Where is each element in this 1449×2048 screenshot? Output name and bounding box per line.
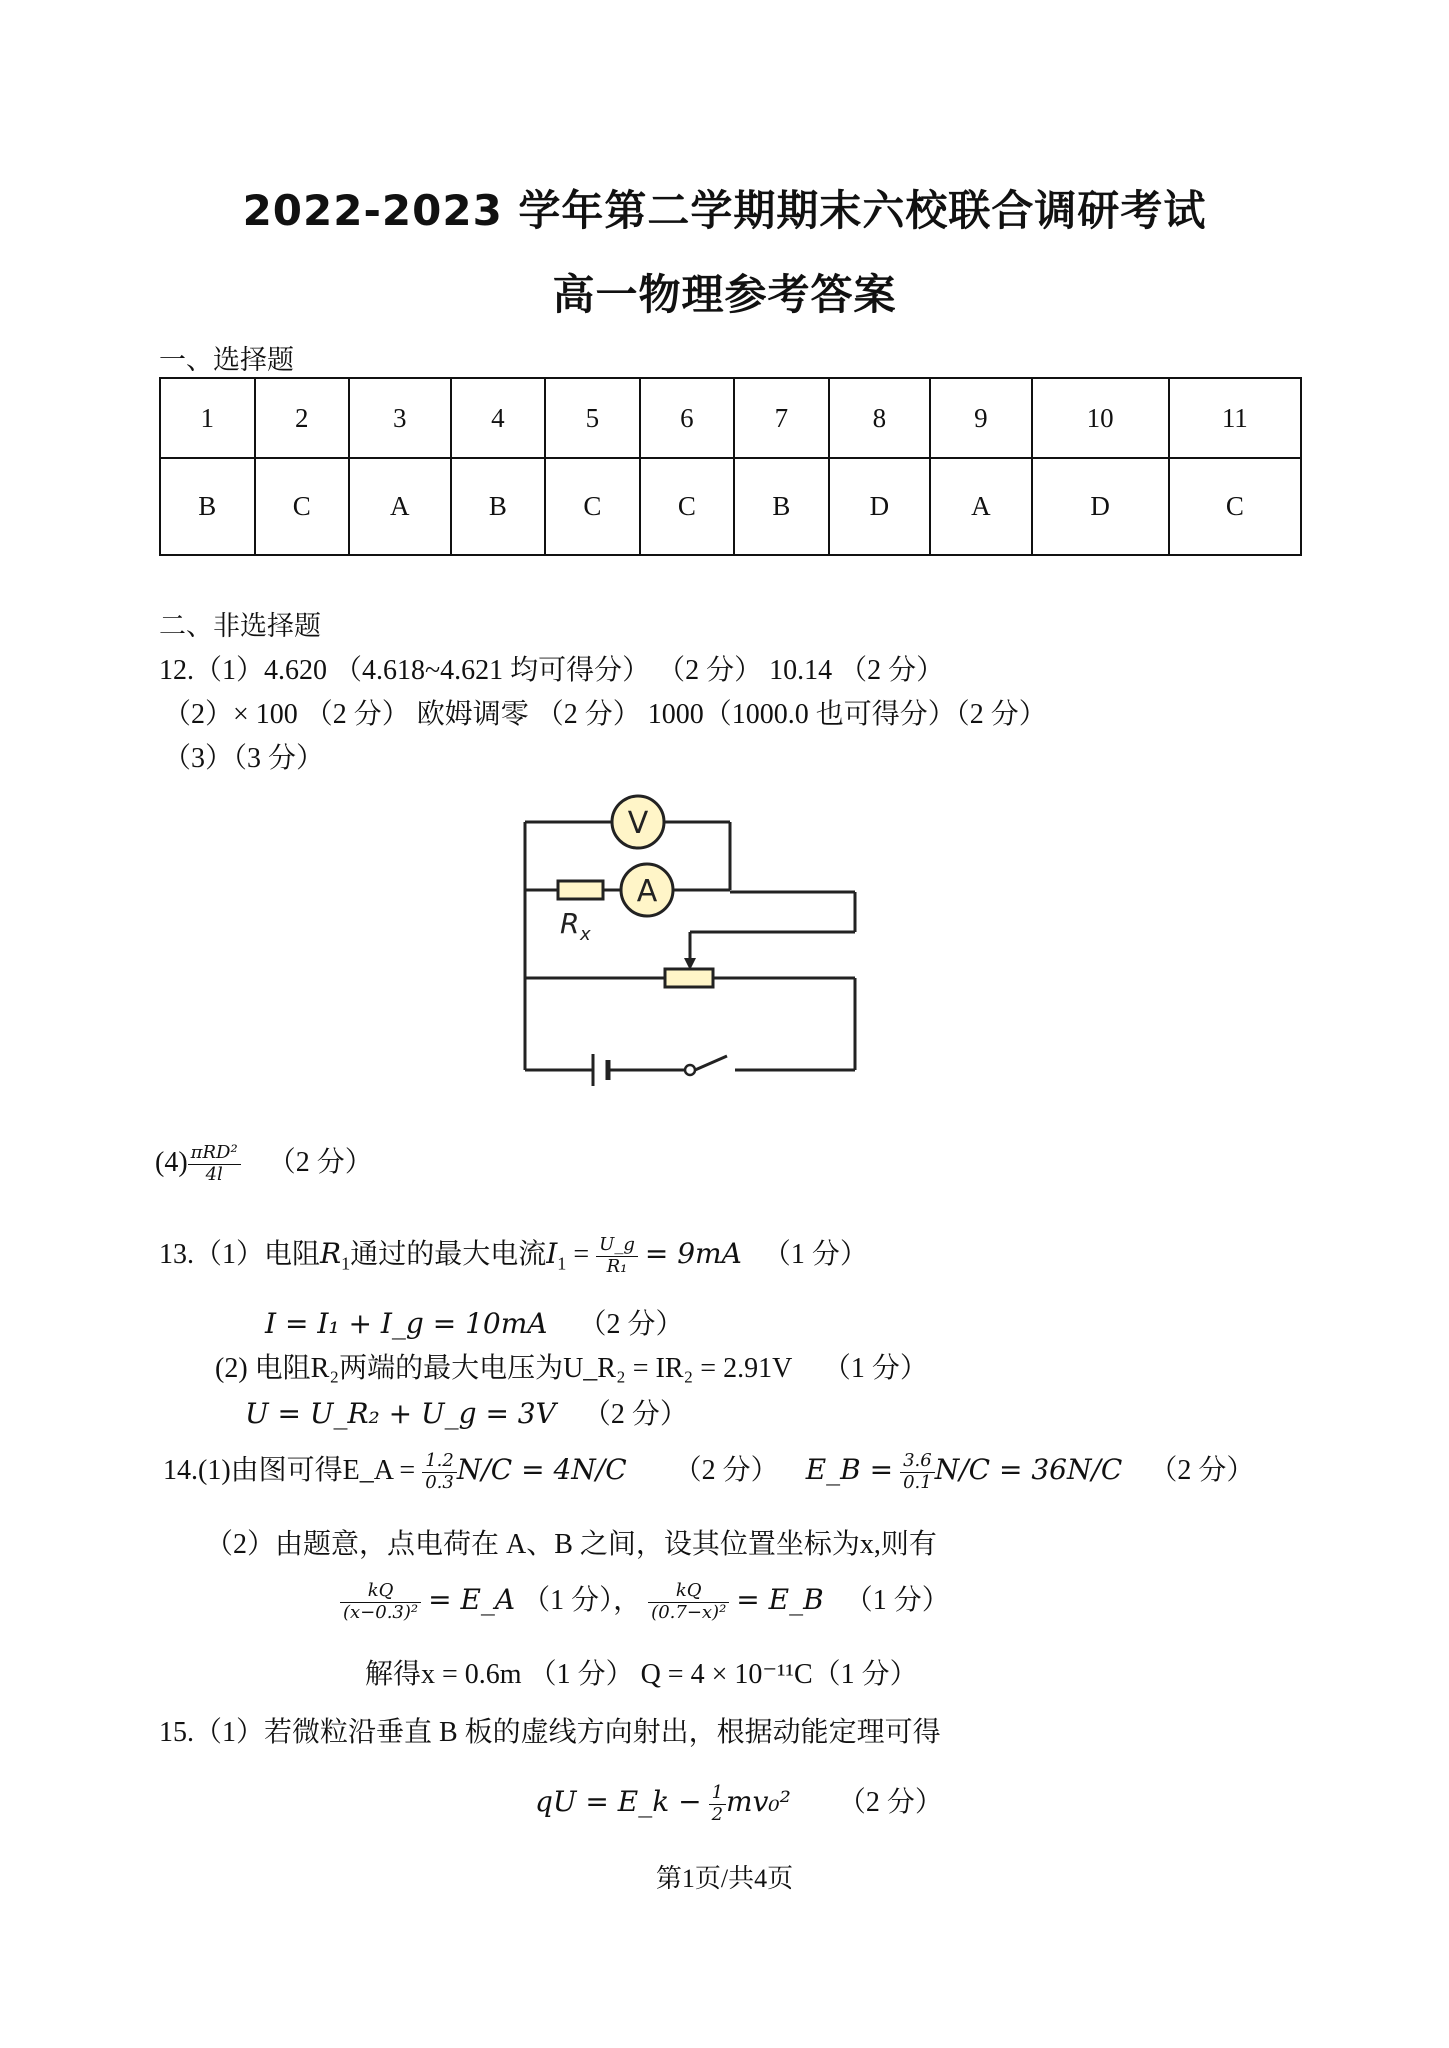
q14-eq1-denominator: (x−0.3)²: [343, 1602, 419, 1624]
q13-r1-sub: 1: [341, 1253, 351, 1274]
q14-line3: [340, 1578, 950, 1624]
resistor-subscript: x: [580, 924, 591, 945]
question-number-cell: 8: [829, 378, 931, 458]
page-footer: 第1页/共4页: [655, 1864, 794, 1893]
question-number-row: [160, 378, 1301, 458]
q14-eq2-score: （1 分）: [844, 1585, 950, 1616]
answer-cell: C: [545, 458, 640, 555]
q14-eb-denominator: 0.1: [903, 1472, 932, 1494]
q13-line2-formula: I = I₁ + I_g = 10mA: [265, 1307, 548, 1340]
q14-ea-result: N/C = 4N/C: [456, 1453, 627, 1486]
q12-part1: 12.（1）4.620 （4.618~4.621 均可得分） （2 分） 10.14 （2 分）: [159, 655, 945, 686]
q14-eq2-result: = E_B: [736, 1583, 824, 1616]
circuit-diagram: [500, 780, 880, 1110]
page-title: 2022-2023 学年第二学期期末六校联合调研考试: [242, 186, 1207, 235]
q14-eq2-numerator: kQ: [648, 1581, 729, 1603]
q13-line4-score: （2 分）: [582, 1399, 688, 1430]
q14-line2: （2）由题意，点电荷在 A、B 之间，设其位置坐标为x,则有: [205, 1529, 937, 1560]
resistor-label: R: [560, 907, 580, 940]
q13-denominator: R₁: [606, 1256, 628, 1278]
question-number-cell: 3: [349, 378, 451, 458]
question-number-cell: 6: [640, 378, 735, 458]
q15-line1: 15.（1）若微粒沿垂直 B 板的虚线方向射出，根据动能定理可得: [159, 1717, 941, 1748]
answer-cell: C: [1169, 458, 1301, 555]
q14-eq1-numerator: kQ: [340, 1581, 421, 1603]
q12-part4-prefix: (4): [155, 1147, 188, 1178]
q13-line2: [265, 1302, 684, 1342]
page-subtitle: 高一物理参考答案: [552, 270, 897, 319]
question-number-cell: 4: [451, 378, 546, 458]
q15-score: （2 分）: [837, 1787, 943, 1818]
answer-cell: B: [734, 458, 829, 555]
q15-line2: [535, 1780, 943, 1826]
q13-line4-formula: U = U_R₂ + U_g = 3V: [245, 1397, 556, 1430]
answer-cell: D: [829, 458, 931, 555]
q13-line2-score: （2 分）: [578, 1309, 684, 1340]
q14-eb-label: E_B =: [805, 1453, 894, 1486]
question-number-cell: 7: [734, 378, 829, 458]
q14-ea-label: 14.(1)由图可得E_A =: [163, 1455, 416, 1486]
q13-line1-text: 13.（1）电阻: [159, 1239, 321, 1270]
q14-line4: 解得x = 0.6m （1 分） Q = 4 × 10⁻¹¹C（1 分）: [365, 1659, 918, 1690]
q15-formula-right: mv₀²: [726, 1785, 791, 1818]
q12-part3: （3）（3 分）: [163, 743, 325, 774]
q13-line1-mid: 通过的最大电流: [350, 1239, 547, 1270]
q12-part4-numerator: πRD²: [188, 1143, 241, 1165]
q14-eq1-result: = E_A: [428, 1583, 516, 1616]
answer-table: [159, 377, 1302, 556]
section-heading-mc: 一、选择题: [159, 345, 294, 375]
ammeter-label: A: [636, 874, 658, 909]
answer-cell: C: [640, 458, 735, 555]
answer-cell: B: [451, 458, 546, 555]
q13-line3-score: （1 分）: [822, 1353, 928, 1384]
question-number-cell: 2: [255, 378, 350, 458]
q13-i1: I: [546, 1237, 558, 1270]
q13-eq: =: [573, 1239, 590, 1270]
answer-row: [160, 458, 1301, 555]
section-heading-free: 二、非选择题: [159, 611, 321, 641]
q12-part4: [155, 1140, 373, 1186]
resistor-icon: [558, 881, 603, 899]
q14-ea-score: （2 分）: [673, 1455, 779, 1486]
q13-line4: [245, 1392, 688, 1432]
q13-line1-score: （1 分）: [762, 1239, 868, 1270]
q14-ea-numerator: 1.2: [422, 1451, 457, 1473]
question-number-cell: 11: [1169, 378, 1301, 458]
answer-cell: A: [930, 458, 1032, 555]
q14-line1: [163, 1448, 1254, 1494]
q12-part4-score: （2 分）: [267, 1147, 373, 1178]
q15-numerator: 1: [709, 1783, 726, 1805]
q14-ea-denominator: 0.3: [425, 1472, 454, 1494]
voltmeter-label: V: [627, 806, 649, 841]
answer-cell: B: [160, 458, 255, 555]
question-number-cell: 10: [1032, 378, 1169, 458]
switch-icon: [685, 1065, 695, 1075]
q14-eb-result: N/C = 36N/C: [934, 1453, 1123, 1486]
q13-line1: [159, 1232, 868, 1278]
q12-part2: （2）× 100 （2 分） 欧姆调零 （2 分） 1000（1000.0 也可得分）（2 分）: [163, 699, 1047, 730]
q13-numerator: U_g: [596, 1235, 638, 1257]
q13-line3-formula: (2) 电阻R₂两端的最大电压为U_R₂ = IR₂ = 2.91V: [215, 1353, 792, 1384]
q15-denominator: 2: [711, 1804, 724, 1826]
answer-cell: C: [255, 458, 350, 555]
q13-r1: R: [320, 1237, 342, 1270]
question-number-cell: 5: [545, 378, 640, 458]
question-number-cell: 9: [930, 378, 1032, 458]
question-number-cell: 1: [160, 378, 255, 458]
q15-formula-left: qU = E_k −: [535, 1785, 702, 1818]
q14-eb-score: （2 分）: [1149, 1455, 1255, 1486]
q13-line3: [215, 1346, 928, 1386]
q14-eb-numerator: 3.6: [900, 1451, 935, 1473]
rheostat-icon: [665, 969, 713, 987]
answer-cell: D: [1032, 458, 1169, 555]
q13-result: = 9mA: [644, 1237, 742, 1270]
q14-eq2-denominator: (0.7−x)²: [651, 1602, 727, 1624]
q13-i1-sub: 1: [557, 1253, 567, 1274]
q12-part4-denominator: 4l: [205, 1164, 223, 1186]
q14-eq1-score: （1 分），: [522, 1585, 642, 1616]
answer-cell: A: [349, 458, 451, 555]
